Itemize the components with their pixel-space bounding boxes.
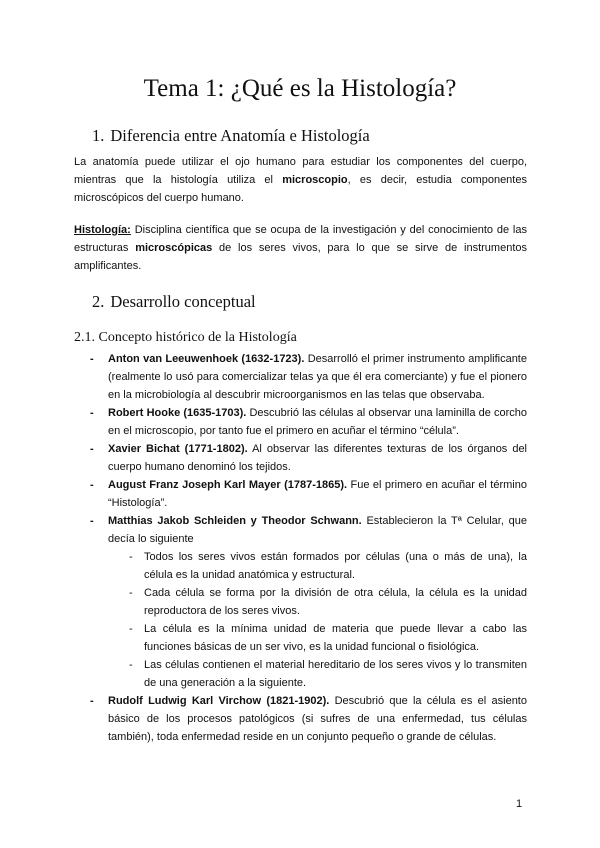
sub-list-bullet: - [129, 623, 133, 635]
list-item [74, 440, 527, 476]
paragraph-anatomy [74, 153, 527, 207]
sub-list-item-text: La célula es la mínima unidad de materia que puede llevar a cabo las funciones básicas de un ser vivo, es la unidad funcional o fisiológica. [144, 623, 527, 653]
section-1-title: Diferencia entre Anatomía e Histología [110, 126, 370, 145]
list-item-name: Anton van Leeuwenhoek (1632-1723). [108, 353, 305, 365]
list-item [74, 692, 527, 746]
list-item-name: Matthias Jakob Schleiden y Theodor Schwann. [108, 515, 362, 527]
list-item [74, 476, 527, 512]
sub-list-item [74, 584, 527, 620]
list-item-name: Robert Hooke (1635-1703). [108, 407, 247, 419]
list-bullet: - [90, 353, 94, 365]
list-item [74, 512, 527, 548]
section-2-title: Desarrollo conceptual [110, 292, 256, 311]
list-item [74, 350, 527, 404]
sub-list-item-text: Todos los seres vivos están formados por células (una o más de una), la célula es la unidad anatómica y estructural. [144, 551, 527, 581]
paragraph-anatomy-text-b: , es decir, estudia componentes microscópicos del cuerpo humano. [74, 174, 527, 204]
list-bullet: - [90, 443, 94, 455]
history-list [74, 350, 527, 746]
paragraph-anatomy-text-a: La anatomía puede utilizar el ojo humano para estudiar los componentes del cuerpo, mientras que la histología utiliza el [74, 156, 527, 186]
sub-list-item [74, 548, 527, 584]
list-item-name: Rudolf Ludwig Karl Virchow (1821-1902). [108, 695, 330, 707]
sub-list-item-text: Cada célula se forma por la división de otra célula, la célula es la unidad reproductora de los seres vivos. [144, 587, 527, 617]
page-number: 1 [516, 798, 523, 810]
list-item-text: Fue el primero en acuñar el término “Histología”. [108, 479, 527, 509]
sub-list-item [74, 620, 527, 656]
sub-list-bullet: - [129, 551, 133, 563]
list-item-text: Descubrió las células al observar una laminilla de corcho en el microscopio, por tanto fue el primero en acuñar el término “célula”. [108, 407, 527, 437]
subsection-2-1-heading: 2.1. Concepto histórico de la Histología [74, 330, 297, 345]
paragraph-histology-definition [74, 221, 527, 275]
list-bullet: - [90, 479, 94, 491]
list-item-text: Al observar las diferentes texturas de los órganos del cuerpo humano denominó los tejidos. [108, 443, 528, 473]
sub-list-bullet: - [129, 659, 133, 671]
list-item-name: Xavier Bichat (1771-1802). [108, 443, 248, 455]
section-1-number: 1. [92, 126, 105, 145]
section-2-number: 2. [92, 292, 105, 311]
list-bullet: - [90, 407, 94, 419]
list-item-text: Desarrolló el primer instrumento amplificante (realmente lo usó para comercializar telas ya que él era comerciante) y fue el pionero en la microbiología al descubrir microorganismos en las telas que observaba. [108, 353, 527, 401]
sub-list-bullet: - [129, 587, 133, 599]
paragraph-anatomy-bold: microscopio [282, 174, 348, 186]
list-bullet: - [90, 515, 94, 527]
list-item-text: Establecieron la Tª Celular, que decía lo siguiente [108, 515, 527, 545]
list-item-name: August Franz Joseph Karl Mayer (1787-1865). [108, 479, 348, 491]
page-title: Tema 1: ¿Qué es la Histología? [143, 75, 457, 102]
definition-text-a: Disciplina científica que se ocupa de la investigación y del conocimiento de las estructuras [74, 224, 527, 254]
list-item [74, 404, 527, 440]
section-2-heading [92, 292, 256, 312]
section-1-heading [92, 126, 370, 146]
list-bullet: - [90, 695, 94, 707]
definition-text-b: de los seres vivos, para lo que se sirve de instrumentos amplificantes. [74, 242, 527, 272]
histology-term: Histología: [74, 224, 131, 236]
list-item-text: Descubrió que la célula es el asiento básico de los procesos patológicos (si sufres de una enfermedad, tus células también), toda enfermedad reside en un conjunto pequeño o grande de células. [108, 695, 527, 743]
sub-list-item-text: Las células contienen el material hereditario de los seres vivos y lo transmiten de una generación a la siguiente. [144, 659, 527, 689]
definition-bold: microscópicas [135, 242, 213, 254]
sub-list-item [74, 656, 527, 692]
